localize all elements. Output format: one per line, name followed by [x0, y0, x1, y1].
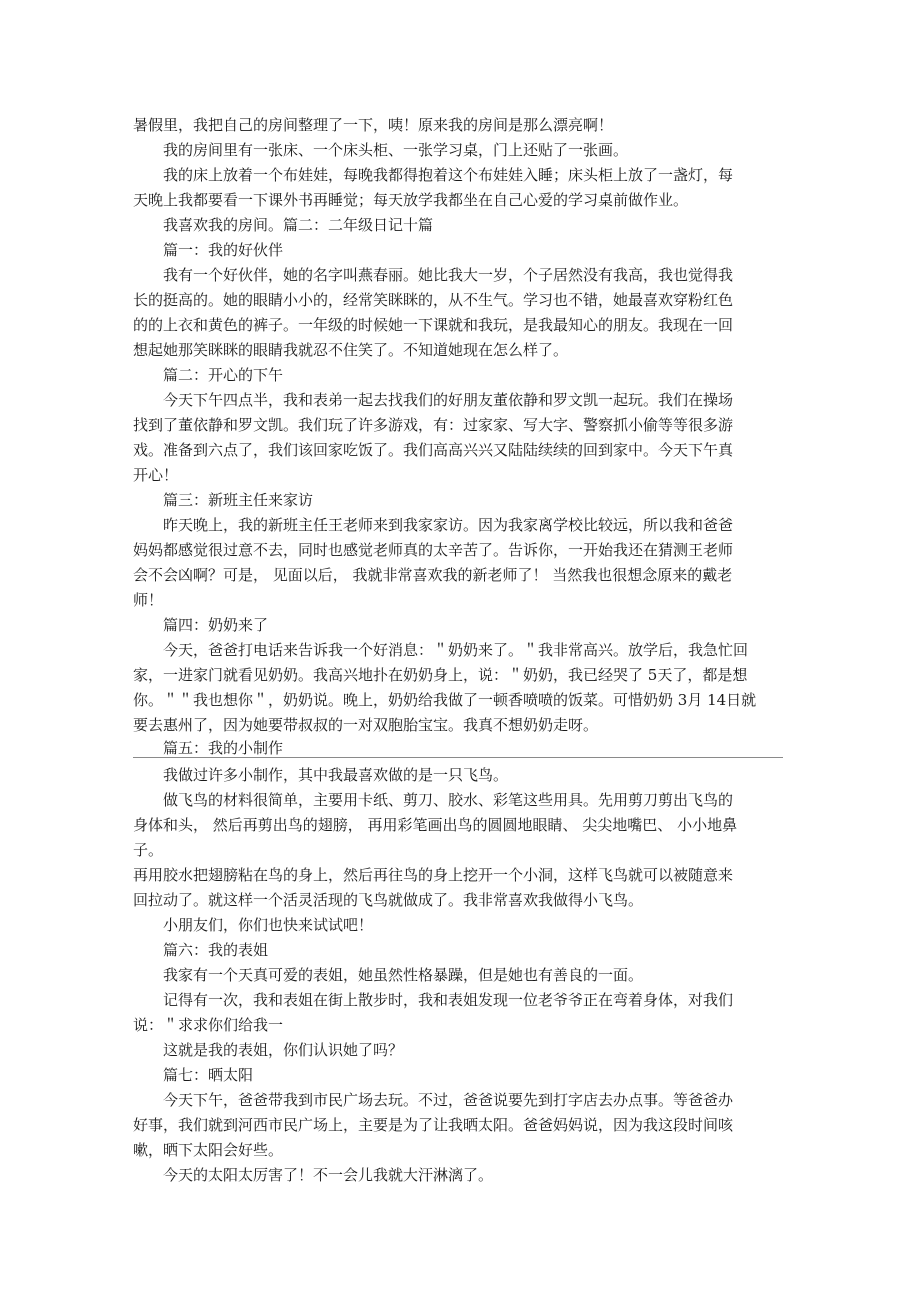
text-line: 天晚上我都要看一下课外书再睡觉；每天放学我都坐在自己心爱的学习桌前做作业。 — [133, 191, 689, 209]
text-line: 找到了董依静和罗文凯。我们玩了许多游戏，有：过家家、写大字、警察抓小偷等等很多游 — [133, 416, 734, 434]
text-line: 家，一进家门就看见奶奶。我高兴地扑在奶奶身上，说：＂奶奶，我已经哭了 5天了，都是想 — [133, 666, 748, 684]
text-line: 我的床上放着一个布娃娃，每晚我都得抱着这个布娃娃入睡；床头柜上放了一盏灯，每 — [163, 166, 734, 184]
section-heading: 篇六：我的表姐 — [163, 941, 269, 959]
text-line: 再用胶水把翅膀粘在鸟的身上，然后再往鸟的身上挖开一个小洞，这样飞鸟就可以被随意来 — [133, 866, 734, 884]
text-line: 今天下午四点半，我和表弟一起去找我们的好朋友董依静和罗文凯一起玩。我们在操场 — [163, 391, 734, 409]
section-heading: 篇一：我的好伙伴 — [163, 241, 284, 259]
section-heading: 篇七：晒太阳 — [163, 1066, 254, 1084]
text-line: 今天的太阳太厉害了！不一会儿我就大汗淋漓了。 — [163, 1166, 494, 1184]
text-line: 嗽，晒下太阳会好些。 — [133, 1141, 284, 1159]
text-line: 你。＂＂我也想你＂，奶奶说。晚上，奶奶给我做了一顿香喷喷的饭菜。可惜奶奶 3月 14日就 — [133, 691, 757, 709]
text-line: 我有一个好伙伴，她的名字叫燕春丽。她比我大一岁，个子居然没有我高，我也觉得我 — [163, 266, 734, 284]
text-line: 昨天晚上，我的新班主任王老师来到我家家访。因为我家离学校比较远，所以我和爸爸 — [163, 516, 734, 534]
text-line: 身体和头， 然后再剪出鸟的翅膀， 再用彩笔画出鸟的圆圆地眼睛、 尖尖地嘴巴、 小小地鼻 — [133, 816, 738, 834]
text-line: 要去惠州了，因为她要带叔叔的一对双胞胎宝宝。我真不想奶奶走呀。 — [133, 716, 599, 734]
section-heading: 篇五：我的小制作 — [163, 739, 284, 757]
text-line: 妈妈都感觉很过意不去，同时也感觉老师真的太辛苦了。告诉你，一开始我还在猜测王老师 — [133, 541, 734, 559]
text-line: 小朋友们，你们也快来试试吧！ — [163, 916, 374, 934]
text-line: 做飞鸟的材料很简单，主要用卡纸、剪刀、胶水、彩笔这些用具。先用剪刀剪出飞鸟的 — [163, 791, 734, 809]
text-line: 记得有一次，我和表姐在街上散步时，我和表姐发现一位老爷爷正在弯着身体，对我们 — [163, 991, 734, 1009]
section-heading: 篇三：新班主任来家访 — [163, 491, 314, 509]
text-line: 的的上衣和黄色的裤子。一年级的时候她一下课就和我玩，是我最知心的朋友。我现在一回 — [133, 316, 734, 334]
text-line: 回拉动了。就这样一个活灵活现的飞鸟就做成了。我非常喜欢我做得小飞鸟。 — [133, 891, 644, 909]
text-line: 我家有一个天真可爱的表姐，她虽然性格暴躁，但是她也有善良的一面。 — [163, 966, 644, 984]
section-heading: 篇四：奶奶来了 — [163, 616, 269, 634]
text-line: 今天下午，爸爸带我到市民广场去玩。不过，爸爸说要先到打字店去办点事。等爸爸办 — [163, 1091, 734, 1109]
text-line: 我做过许多小制作，其中我最喜欢做的是一只飞鸟。 — [163, 766, 509, 784]
text-line: 想起她那笑眯眯的眼睛我就忍不住笑了。不知道她现在怎么样了。 — [133, 341, 569, 359]
text-line: 我喜欢我的房间。篇二：二年级日记十篇 — [163, 216, 434, 234]
text-line: 开心！ — [133, 466, 179, 484]
section-heading: 篇二：开心的下午 — [163, 366, 284, 384]
text-line: 暑假里，我把自己的房间整理了一下，咦！原来我的房间是那么漂亮啊！ — [133, 116, 614, 134]
section-divider — [133, 757, 783, 758]
text-line: 师！ — [133, 591, 164, 609]
text-line: 这就是我的表姐，你们认识她了吗？ — [163, 1041, 404, 1059]
text-line: 子。 — [133, 841, 164, 859]
text-line: 戏。准备到六点了，我们该回家吃饭了。我们高高兴兴又陆陆续续的回到家中。今天下午真 — [133, 441, 734, 459]
text-line: 会不会凶啊？可是， 见面以后， 我就非常喜欢我的新老师了！ 当然我也很想念原来的戴老 — [133, 566, 733, 584]
text-line: 我的房间里有一张床、一个床头柜、一张学习桌，门上还贴了一张画。 — [163, 141, 629, 159]
text-line: 好事，我们就到河西市民广场上，主要是为了让我晒太阳。爸爸妈妈说，因为我这段时间咳 — [133, 1116, 734, 1134]
text-line: 今天，爸爸打电话来告诉我一个好消息：＂奶奶来了。＂我非常高兴。放学后，我急忙回 — [163, 641, 749, 659]
text-line: 长的挺高的。她的眼睛小小的，经常笑眯眯的，从不生气。学习也不错，她最喜欢穿粉红色 — [133, 291, 734, 309]
text-line: 说：＂求求你们给我一 — [133, 1016, 284, 1034]
